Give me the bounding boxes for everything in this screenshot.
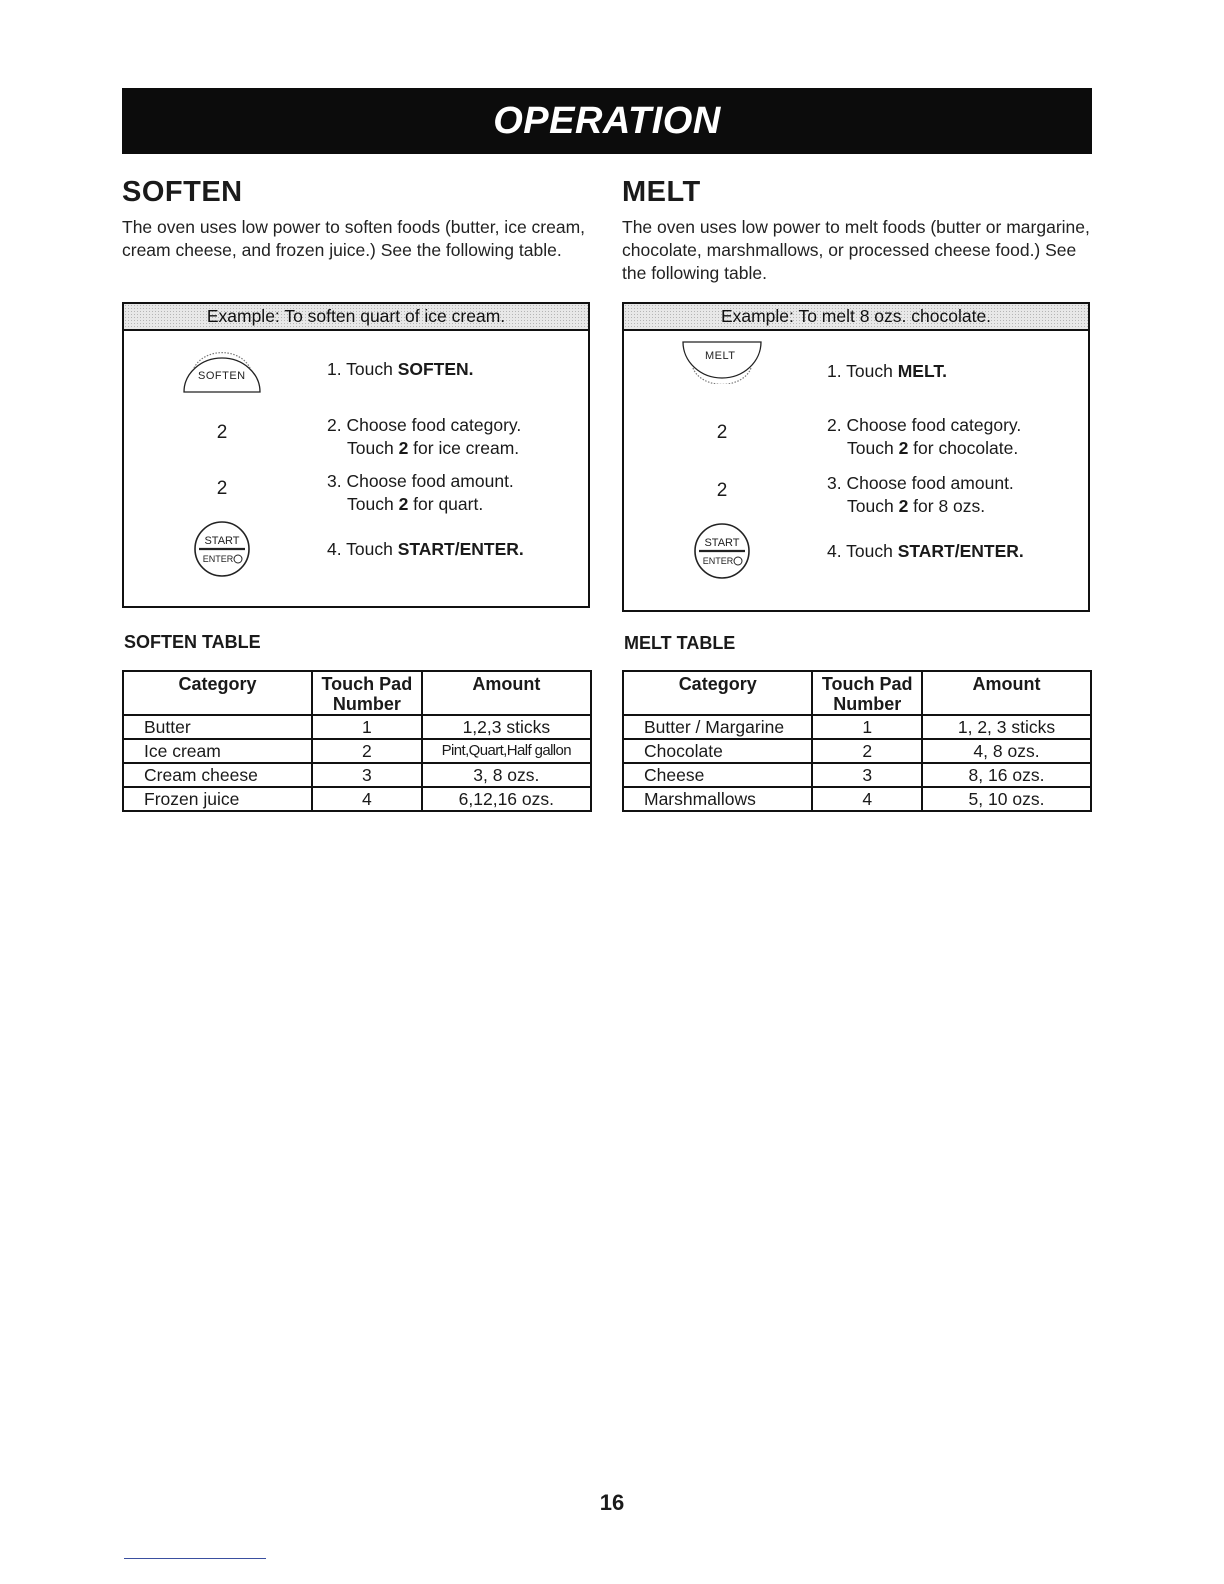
table-cell: 2 xyxy=(812,739,922,763)
table-cell: Frozen juice xyxy=(123,787,312,811)
soften-section xyxy=(122,174,594,809)
table-cell: 1 xyxy=(812,715,922,739)
table-cell: Butter / Margarine xyxy=(623,715,812,739)
table-cell: Chocolate xyxy=(623,739,812,763)
table-header-row xyxy=(623,671,1091,715)
column-header: Amount xyxy=(922,671,1091,715)
enter-label: ENTER xyxy=(702,556,734,566)
soften-pad-icon xyxy=(174,352,270,394)
soften-table-title: SOFTEN TABLE xyxy=(124,632,261,652)
soften-step-2-text: 2. Choose food category. Touch 2 for ice cream. xyxy=(327,415,522,458)
melt-step-4-text: 4. Touch START/ENTER. xyxy=(827,541,1024,561)
melt-step-3-text: 3. Choose food amount. Touch 2 for 8 ozs. xyxy=(827,473,1014,516)
melt-step-2-text: 2. Choose food category. Touch 2 for chocolate. xyxy=(827,415,1022,458)
table-cell: 2 xyxy=(312,739,422,763)
melt-section xyxy=(622,174,1094,809)
table-row xyxy=(623,739,1091,763)
soften-pad-label: SOFTEN xyxy=(198,370,246,382)
table-row xyxy=(623,787,1091,811)
page-title: OPERATION xyxy=(493,100,721,142)
melt-title: MELT xyxy=(622,176,701,208)
column-header: Touch Pad Number xyxy=(312,671,422,715)
table-cell: Cheese xyxy=(623,763,812,787)
melt-step-3-key: 2 xyxy=(716,480,728,501)
melt-table xyxy=(622,670,1092,812)
melt-pad-icon xyxy=(674,340,770,384)
table-row xyxy=(123,739,591,763)
table-cell: 1, 2, 3 sticks xyxy=(922,715,1091,739)
soften-table xyxy=(122,670,592,812)
melt-step-2-key: 2 xyxy=(716,422,728,443)
start-enter-pad-icon xyxy=(174,520,270,584)
table-cell: Cream cheese xyxy=(123,763,312,787)
enter-label: ENTER xyxy=(202,554,234,564)
soften-step-1-text: 1. Touch SOFTEN. xyxy=(327,359,474,379)
table-cell: 3, 8 ozs. xyxy=(422,763,591,787)
melt-step-1-text: 1. Touch MELT. xyxy=(827,361,947,381)
soften-example-title: Example: To soften quart of ice cream. xyxy=(124,304,588,331)
melt-pad-label: MELT xyxy=(705,350,736,362)
table-row xyxy=(623,715,1091,739)
table-cell: Pint,Quart,Half gallon xyxy=(422,739,591,763)
table-cell: 4, 8 ozs. xyxy=(922,739,1091,763)
start-enter-pad-icon xyxy=(674,522,770,586)
melt-example-title: Example: To melt 8 ozs. chocolate. xyxy=(624,304,1088,331)
table-cell: 6,12,16 ozs. xyxy=(422,787,591,811)
table-header-row xyxy=(123,671,591,715)
table-cell: 4 xyxy=(312,787,422,811)
table-cell: 3 xyxy=(312,763,422,787)
table-cell: 3 xyxy=(812,763,922,787)
table-cell: Ice cream xyxy=(123,739,312,763)
table-row xyxy=(123,715,591,739)
soften-title: SOFTEN xyxy=(122,176,243,208)
table-cell: 5, 10 ozs. xyxy=(922,787,1091,811)
table-cell: 1 xyxy=(312,715,422,739)
page-number: 16 xyxy=(599,1490,625,1515)
footer-rule xyxy=(124,1558,266,1559)
start-label: START xyxy=(204,535,240,547)
soften-intro: The oven uses low power to soften foods (butter, ice cream, cream cheese, and frozen juice.) See the following table. xyxy=(122,217,586,260)
start-label: START xyxy=(704,537,740,549)
table-cell: 4 xyxy=(812,787,922,811)
table-cell: 1,2,3 sticks xyxy=(422,715,591,739)
column-header: Category xyxy=(123,671,312,715)
melt-table-title: MELT TABLE xyxy=(624,633,736,653)
column-header: Category xyxy=(623,671,812,715)
soften-step-3-text: 3. Choose food amount. Touch 2 for quart. xyxy=(327,471,514,514)
column-header: Touch Pad Number xyxy=(812,671,922,715)
table-row xyxy=(123,763,591,787)
soften-example-box xyxy=(122,302,590,608)
melt-intro: The oven uses low power to melt foods (butter or margarine, chocolate, marshmallows, or processed cheese food.) See the following table. xyxy=(622,217,1090,283)
soften-step-2-key: 2 xyxy=(216,422,228,443)
table-cell: 8, 16 ozs. xyxy=(922,763,1091,787)
table-row xyxy=(623,763,1091,787)
soften-step-4-text: 4. Touch START/ENTER. xyxy=(327,539,524,559)
table-cell: Butter xyxy=(123,715,312,739)
header-banner xyxy=(122,88,1092,154)
soften-step-3-key: 2 xyxy=(216,478,228,499)
column-header: Amount xyxy=(422,671,591,715)
melt-example-box xyxy=(622,302,1090,612)
table-cell: Marshmallows xyxy=(623,787,812,811)
table-row xyxy=(123,787,591,811)
